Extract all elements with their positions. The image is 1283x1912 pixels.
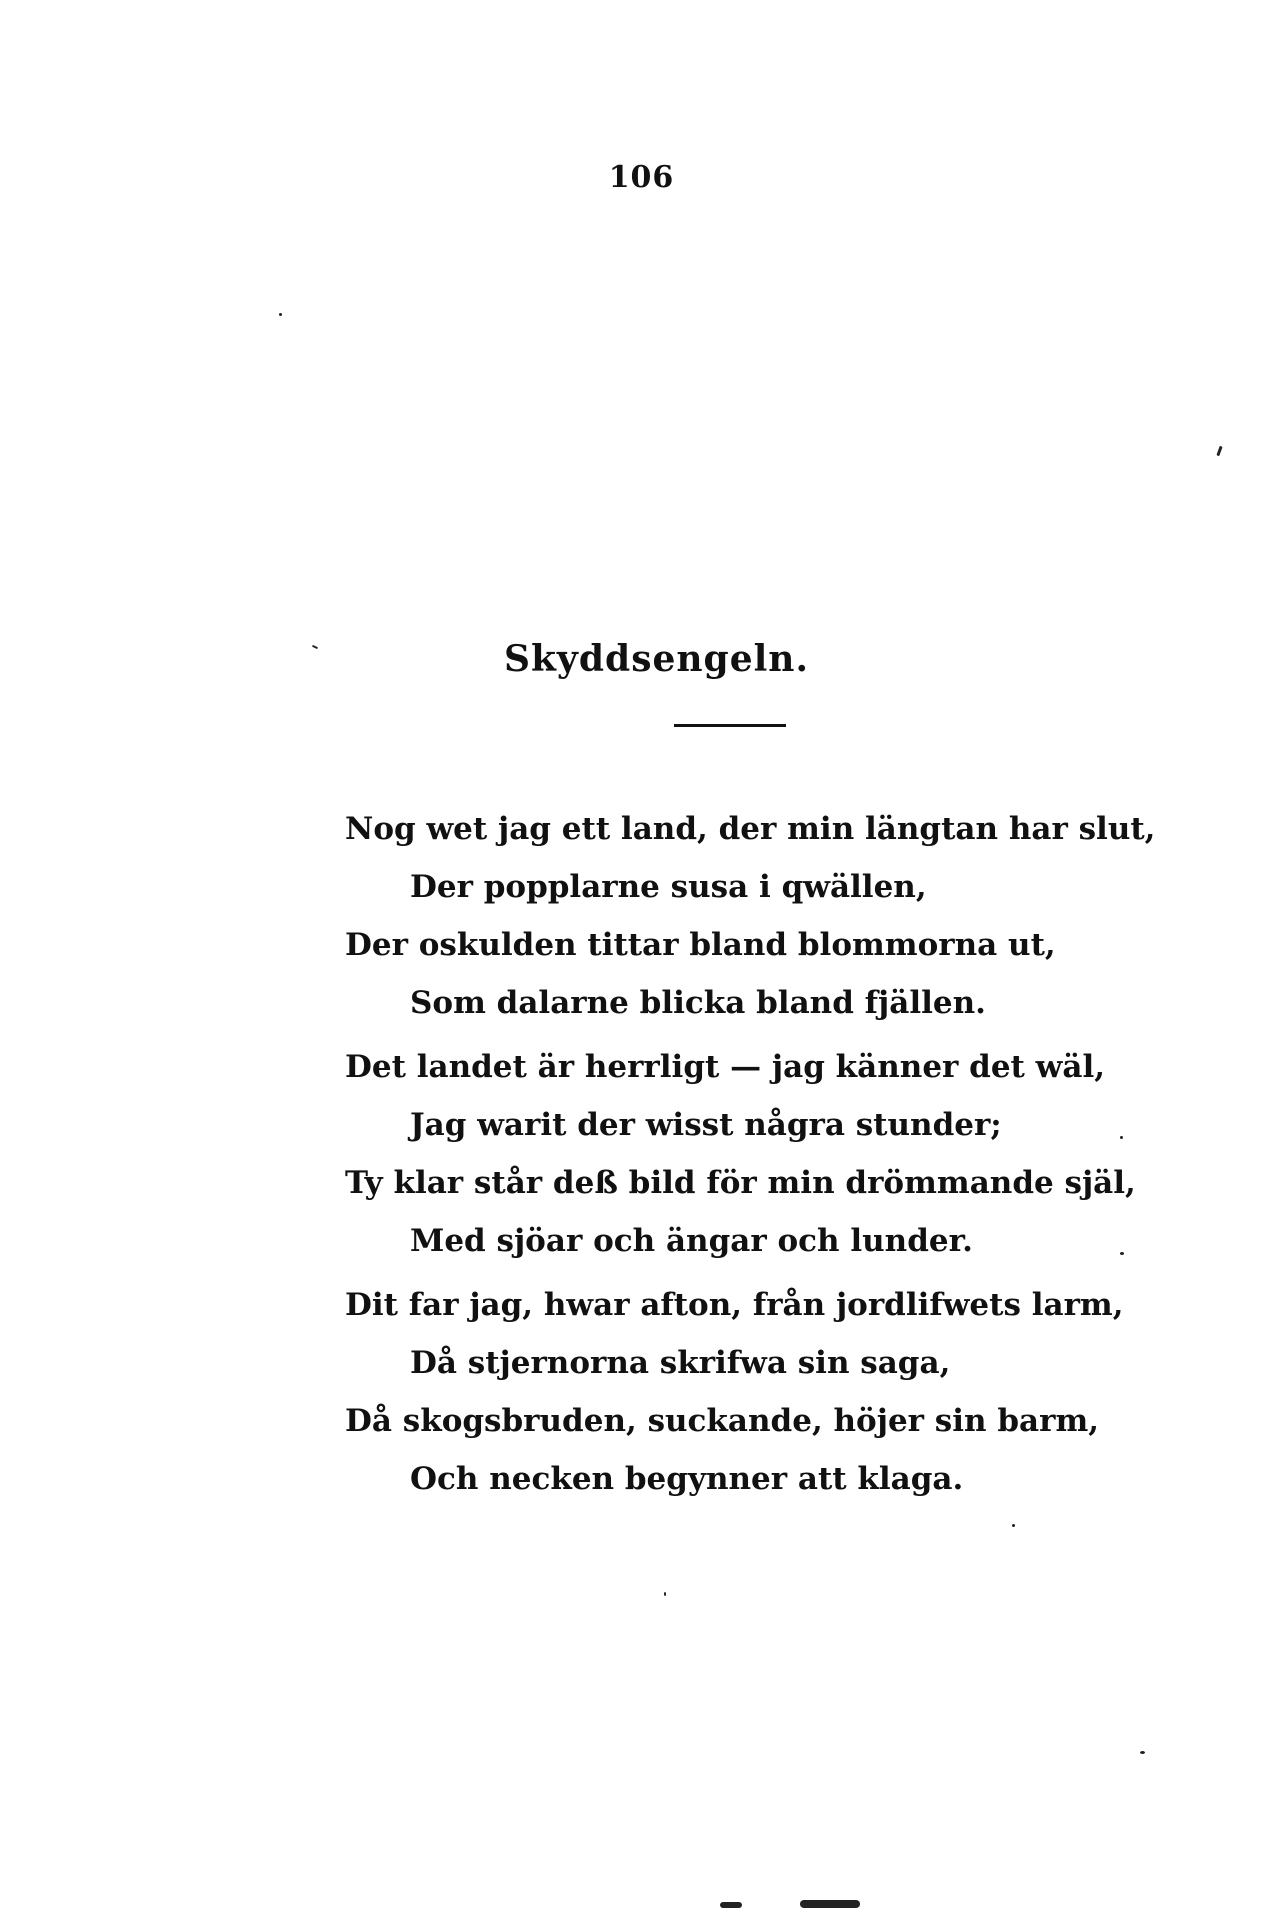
verse-line: Det landet är herrligt — jag känner det wäl, <box>345 1049 1106 1085</box>
scan-speck <box>1216 446 1222 456</box>
verse-line: Der popplarne susa i qwällen, <box>410 869 927 905</box>
stanza-1 <box>345 800 1156 1032</box>
stanza-3 <box>345 1276 1124 1508</box>
verse-line: Ty klar står deß bild för min drömmande själ, <box>345 1165 1136 1201</box>
verse-line: Med sjöar och ängar och lunder. <box>410 1223 973 1259</box>
scan-speck <box>1120 1136 1123 1139</box>
scan-speck <box>720 1902 742 1908</box>
title-divider <box>674 724 786 727</box>
scan-speck <box>1120 1252 1124 1255</box>
verse-line: Dit far jag, hwar afton, från jordlifwets larm, <box>345 1287 1124 1323</box>
verse-line: Som dalarne blicka bland fjällen. <box>410 985 986 1021</box>
verse-line: Der oskulden tittar bland blommorna ut, <box>345 927 1056 963</box>
verse-line: Och necken begynner att klaga. <box>410 1461 964 1497</box>
verse-line: Nog wet jag ett land, der min längtan har slut, <box>345 811 1156 847</box>
verse-line: Då skogsbruden, suckande, höjer sin barm, <box>345 1403 1100 1439</box>
scan-speck <box>1012 1524 1015 1527</box>
scan-speck <box>1140 1751 1145 1754</box>
stanza-2 <box>345 1038 1136 1270</box>
scan-speck <box>664 1592 666 1596</box>
page-number: 106 <box>608 160 675 195</box>
verse-line: Jag warit der wisst några stunder; <box>410 1107 1002 1143</box>
scan-speck <box>800 1900 860 1908</box>
poem-title: Skyddsengeln. <box>503 638 809 680</box>
verse-line: Då stjernorna skrifwa sin saga, <box>410 1345 951 1381</box>
scan-speck <box>279 313 282 316</box>
